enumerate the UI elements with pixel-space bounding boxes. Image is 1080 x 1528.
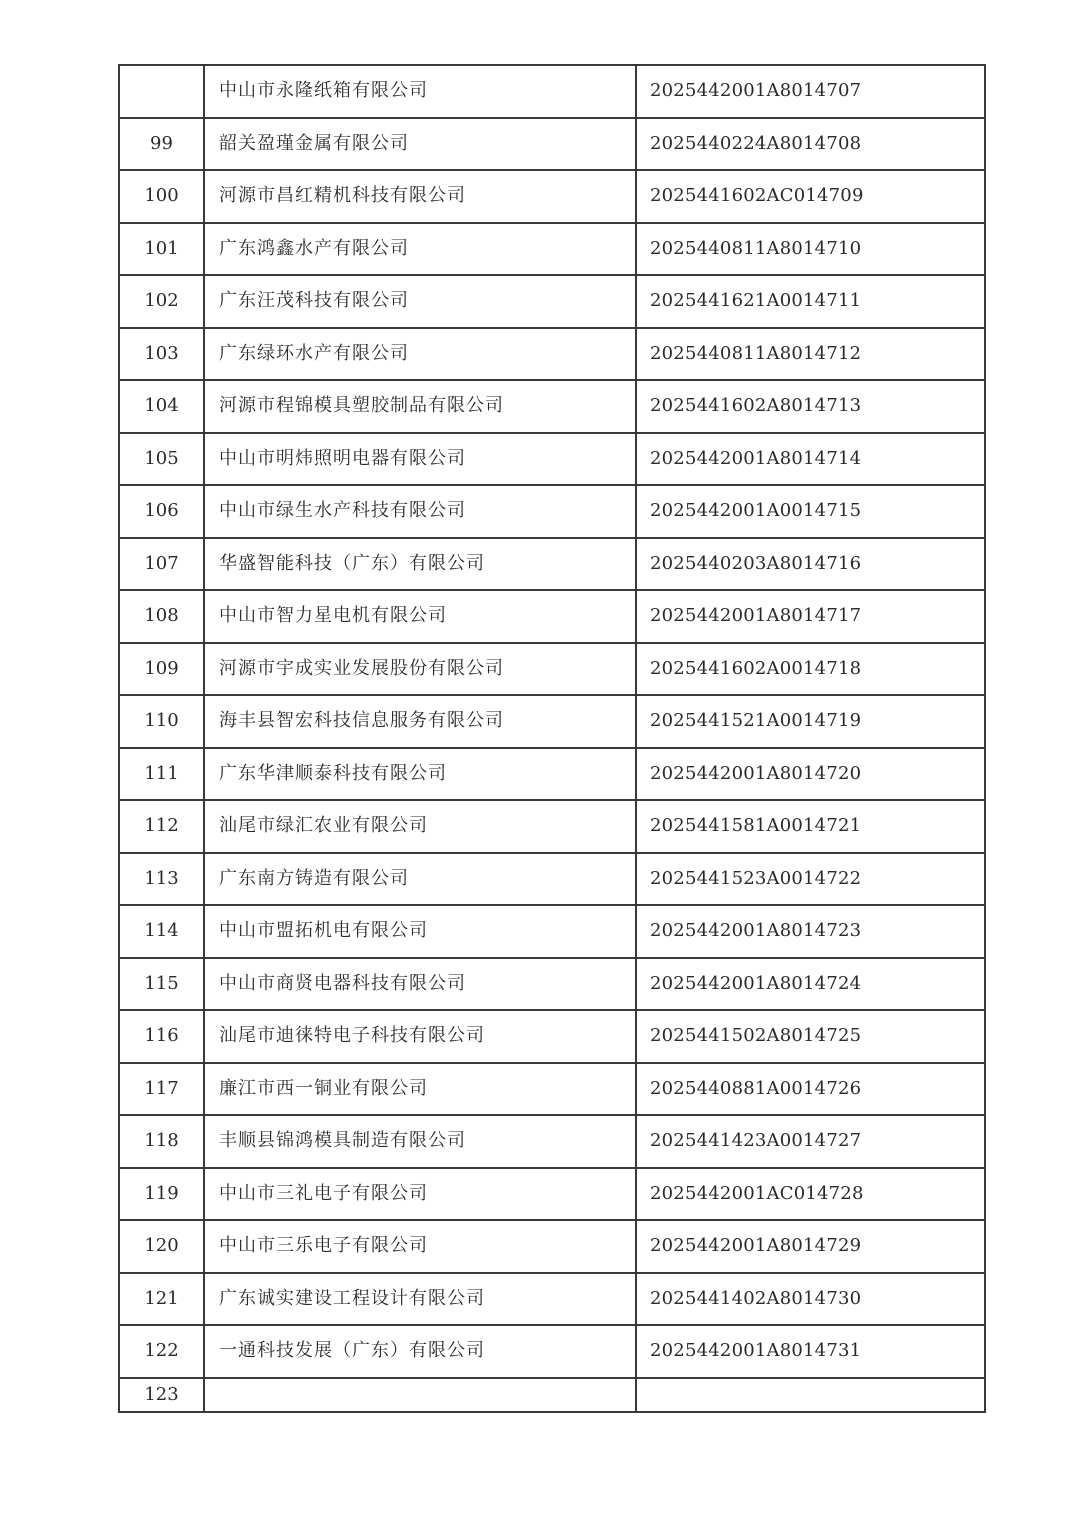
row-number-cell: 107 (119, 538, 204, 591)
row-number-cell: 109 (119, 643, 204, 696)
table-row (119, 538, 985, 591)
row-number-cell: 102 (119, 275, 204, 328)
table-body (119, 65, 985, 1412)
company-name-cell: 河源市昌红精机科技有限公司 (204, 170, 636, 223)
row-number-cell: 112 (119, 800, 204, 853)
company-name-cell: 丰顺县锦鸿模具制造有限公司 (204, 1115, 636, 1168)
table-row (119, 65, 985, 118)
table-row (119, 118, 985, 171)
registration-code-cell: 2025442001A0014715 (636, 485, 985, 538)
registration-code-cell: 2025442001A8014724 (636, 958, 985, 1011)
company-name-cell: 一通科技发展（广东）有限公司 (204, 1325, 636, 1378)
registration-code-cell: 2025442001A8014714 (636, 433, 985, 486)
row-number-cell: 99 (119, 118, 204, 171)
row-number-cell: 114 (119, 905, 204, 958)
table-row (119, 958, 985, 1011)
company-name-cell: 广东鸿鑫水产有限公司 (204, 223, 636, 276)
row-number-cell: 122 (119, 1325, 204, 1378)
company-registry-table (118, 64, 986, 1413)
company-name-cell: 中山市商贤电器科技有限公司 (204, 958, 636, 1011)
registration-code-cell: 2025441621A0014711 (636, 275, 985, 328)
company-name-cell: 中山市盟拓机电有限公司 (204, 905, 636, 958)
table-row (119, 905, 985, 958)
table-row (119, 223, 985, 276)
table-row (119, 853, 985, 906)
company-name-cell: 广东华津顺泰科技有限公司 (204, 748, 636, 801)
registration-code-cell: 2025442001A8014720 (636, 748, 985, 801)
table-row (119, 800, 985, 853)
registration-code-cell: 2025442001A8014707 (636, 65, 985, 118)
company-name-cell: 中山市明炜照明电器有限公司 (204, 433, 636, 486)
row-number-cell: 120 (119, 1220, 204, 1273)
registration-code-cell: 2025441521A0014719 (636, 695, 985, 748)
company-name-cell: 华盛智能科技（广东）有限公司 (204, 538, 636, 591)
company-name-cell: 廉江市西一铜业有限公司 (204, 1063, 636, 1116)
registration-code-cell: 2025442001A8014731 (636, 1325, 985, 1378)
company-name-cell: 河源市宇成实业发展股份有限公司 (204, 643, 636, 696)
company-name-cell: 中山市三乐电子有限公司 (204, 1220, 636, 1273)
row-number-cell: 105 (119, 433, 204, 486)
row-number-cell: 106 (119, 485, 204, 538)
registration-code-cell: 2025440811A8014710 (636, 223, 985, 276)
row-number-cell: 121 (119, 1273, 204, 1326)
table-row (119, 1325, 985, 1378)
row-number-cell: 101 (119, 223, 204, 276)
row-number-cell: 104 (119, 380, 204, 433)
company-name-cell: 海丰县智宏科技信息服务有限公司 (204, 695, 636, 748)
company-name-cell: 广东诚实建设工程设计有限公司 (204, 1273, 636, 1326)
table-row (119, 1378, 985, 1412)
company-name-cell: 中山市绿生水产科技有限公司 (204, 485, 636, 538)
registration-code-cell: 2025440224A8014708 (636, 118, 985, 171)
registration-code-cell: 2025441602A0014718 (636, 643, 985, 696)
row-number-cell: 113 (119, 853, 204, 906)
table-row (119, 590, 985, 643)
row-number-cell: 119 (119, 1168, 204, 1221)
table-row (119, 695, 985, 748)
company-name-cell: 广东南方铸造有限公司 (204, 853, 636, 906)
row-number-cell: 108 (119, 590, 204, 643)
registration-code-cell: 2025442001A8014729 (636, 1220, 985, 1273)
company-name-cell: 广东汪茂科技有限公司 (204, 275, 636, 328)
row-number-cell: 110 (119, 695, 204, 748)
registration-code-cell: 2025441581A0014721 (636, 800, 985, 853)
table-row (119, 170, 985, 223)
company-name-cell: 广东绿环水产有限公司 (204, 328, 636, 381)
company-name-cell: 中山市永隆纸箱有限公司 (204, 65, 636, 118)
company-name-cell: 汕尾市绿汇农业有限公司 (204, 800, 636, 853)
table-row (119, 1168, 985, 1221)
table-row (119, 328, 985, 381)
registration-code-cell: 2025442001A8014723 (636, 905, 985, 958)
registration-code-cell (636, 1378, 985, 1412)
table-row (119, 380, 985, 433)
registration-code-cell: 2025440811A8014712 (636, 328, 985, 381)
table-row (119, 275, 985, 328)
registration-code-cell: 2025441402A8014730 (636, 1273, 985, 1326)
table-row (119, 1115, 985, 1168)
company-name-cell: 汕尾市迪徕特电子科技有限公司 (204, 1010, 636, 1063)
table-row (119, 433, 985, 486)
table-row (119, 748, 985, 801)
table-row (119, 1220, 985, 1273)
registration-code-cell: 2025441602A8014713 (636, 380, 985, 433)
company-name-cell: 中山市三礼电子有限公司 (204, 1168, 636, 1221)
row-number-cell: 100 (119, 170, 204, 223)
row-number-cell (119, 65, 204, 118)
row-number-cell: 115 (119, 958, 204, 1011)
table-row (119, 643, 985, 696)
table-row (119, 1010, 985, 1063)
registration-code-cell: 2025442001A8014717 (636, 590, 985, 643)
row-number-cell: 103 (119, 328, 204, 381)
table-row (119, 1063, 985, 1116)
table-row (119, 485, 985, 538)
company-name-cell: 韶关盈瑾金属有限公司 (204, 118, 636, 171)
company-name-cell: 河源市程锦模具塑胶制品有限公司 (204, 380, 636, 433)
row-number-cell: 111 (119, 748, 204, 801)
row-number-cell: 117 (119, 1063, 204, 1116)
row-number-cell: 123 (119, 1378, 204, 1412)
row-number-cell: 116 (119, 1010, 204, 1063)
registration-code-cell: 2025440881A0014726 (636, 1063, 985, 1116)
company-name-cell (204, 1378, 636, 1412)
registration-code-cell: 2025442001AC014728 (636, 1168, 985, 1221)
registration-code-cell: 2025441423A0014727 (636, 1115, 985, 1168)
registration-code-cell: 2025441523A0014722 (636, 853, 985, 906)
row-number-cell: 118 (119, 1115, 204, 1168)
registration-code-cell: 2025441602AC014709 (636, 170, 985, 223)
table-row (119, 1273, 985, 1326)
registration-code-cell: 2025441502A8014725 (636, 1010, 985, 1063)
registration-code-cell: 2025440203A8014716 (636, 538, 985, 591)
company-name-cell: 中山市智力星电机有限公司 (204, 590, 636, 643)
